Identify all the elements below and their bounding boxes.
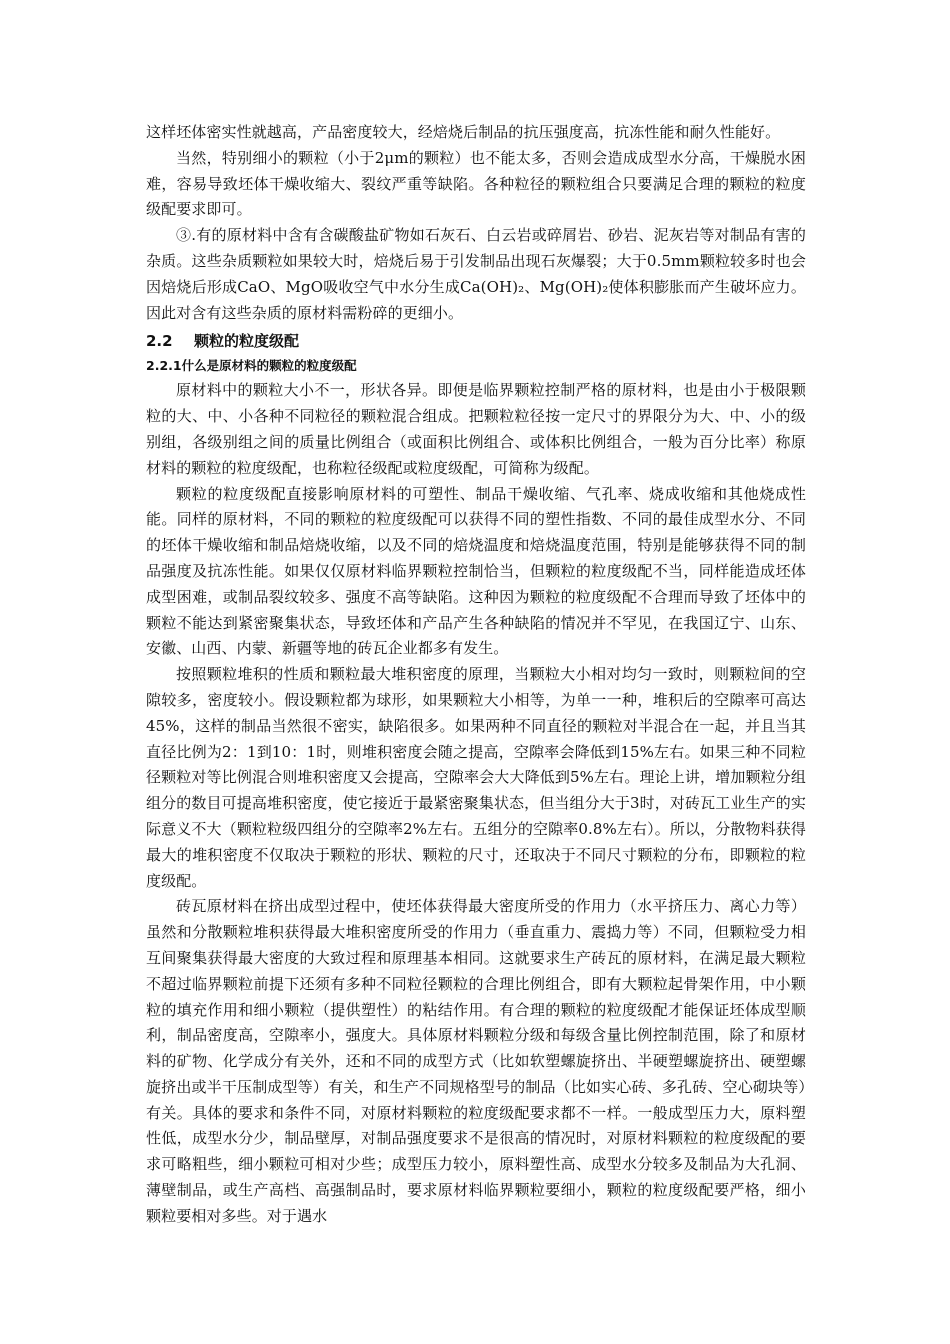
paragraph-effects: 颗粒的粒度级配直接影响原材料的可塑性、制品干燥收缩、气孔率、烧成收缩和其他烧成性能。同样的原材料，不同的颗粒的粒度级配可以获得不同的塑性指数、不同的最佳成型水分、不同的坯体干燥收缩和制品焙烧收缩，以及不同的焙烧温度和焙烧温度范围，特别是能够获得不同的制品强度及抗冻性能。如果仅仅原材料临界颗粒控制恰当，但颗粒的粒度级配不当，同样能造成坯体成型困难，或制品裂纹较多、强度不高等缺陷。这种因为颗粒的粒度级配不合理而导致了坯体中的颗粒不能达到紧密聚集状态，导致坯体和产品产生各种缺陷的情况并不罕见，在我国辽宁、山东、安徽、山西、内蒙、新疆等地的砖瓦企业都多有发生。 (146, 484, 806, 658)
paragraph-continued: 这样坯体密实性就越高，产品密度较大，经焙烧后制品的抗压强度高，抗冻性能和耐久性能好。 (146, 123, 781, 141)
paragraph-definition: 原材料中的颗粒大小不一，形状各异。即便是临界颗粒控制严格的原材料，也是由小于极限颗粒的大、中、小各种不同粒径的颗粒混合组成。把颗粒粒径按一定尺寸的界限分为大、中、小的级别组，各级别组之间的质量比例组合（或面积比例组合、或体积比例组合，一般为百分比率）称原材料的颗粒的粒度级配，也称粒径级配或粒度级配，可简称为级配。 (146, 381, 806, 477)
document-page (146, 120, 806, 1230)
paragraph-fine-particles: 当然，特别细小的颗粒（小于2μm的颗粒）也不能太多，否则会造成成型水分高，干燥脱水困难，容易导致坯体干燥收缩大、裂纹严重等缺陷。各种粒径的颗粒组合只要满足合理的颗粒的粒度级配要求即可。 (146, 148, 806, 219)
paragraph-carbonate-impurities: ③.有的原材料中含有含碳酸盐矿物如石灰石、白云岩或碎屑岩、砂岩、泥灰岩等对制品有害的杂质。这些杂质颗粒如果较大时，焙烧后易于引发制品出现石灰爆裂；大于0.5mm颗粒较多时也会因焙烧后形成CaO、MgO吸收空气中水分生成Ca(OH)₂、Mg(OH)₂使体积膨胀而产生破坏应力。因此对含有这些杂质的原材料需粉碎的更细小。 (146, 226, 806, 322)
paragraph-extrusion: 砖瓦原材料在挤出成型过程中，使坯体获得最大密度所受的作用力（水平挤压力、离心力等）虽然和分散颗粒堆积获得最大堆积密度所受的作用力（垂直重力、震捣力等）不同，但颗粒受力相互间聚集获得最大密度的大致过程和原理基本相同。这就要求生产砖瓦的原材料，在满足最大颗粒不超过临界颗粒前提下还须有多种不同粒径颗粒的合理比例组合，即有大颗粒起骨架作用，中小颗粒的填充作用和细小颗粒（提供塑性）的粘结作用。有合理的颗粒的粒度级配才能保证坯体成型顺利，制品密度高，空隙率小，强度大。具体原材料颗粒分级和每级含量比例控制范围，除了和原材料的矿物、化学成分有关外，还和不同的成型方式（比如软塑螺旋挤出、半硬塑螺旋挤出、硬塑螺旋挤出或半干压制成型等）有关，和生产不同规格型号的制品（比如实心砖、多孔砖、空心砌块等）有关。具体的要求和条件不同，对原材料颗粒的粒度级配要求都不一样。一般成型压力大，原料塑性低，成型水分少，制品壁厚，对制品强度要求不是很高的情况时，对原材料颗粒的粒度级配的要求可略粗些，细小颗粒可相对少些；成型压力较小，原料塑性高、成型水分较多及制品为大孔洞、薄壁制品，或生产高档、高强制品时，要求原材料临界颗粒要细小，颗粒的粒度级配要严格，细小颗粒要相对多些。对于遇水 (146, 897, 806, 1225)
section-number: 2.2 (146, 332, 173, 351)
section-heading (146, 328, 806, 354)
paragraph-packing-density: 按照颗粒堆积的性质和颗粒最大堆积密度的原理，当颗粒大小相对均匀一致时，则颗粒间的空隙较多，密度较小。假设颗粒都为球形，如果颗粒大小相等，为单一一种，堆积后的空隙率可高达45%，这样的制品当然很不密实，缺陷很多。如果两种不同直径的颗粒对半混合在一起，并且当其直径比例为2：1到10：1时，则堆积密度会随之提高，空隙率会降低到15%左右。如果三种不同粒径颗粒对等比例混合则堆积密度又会提高，空隙率会大大降低到5%左右。理论上讲，增加颗粒分组组分的数目可提高堆积密度，使它接近于最紧密聚集状态，但当组分大于3时，对砖瓦工业生产的实际意义不大（颗粒粒级四组分的空隙率2%左右。五组分的空隙率0.8%左右）。所以，分散物料获得最大的堆积密度不仅取决于颗粒的形状、颗粒的尺寸，还取决于不同尺寸颗粒的分布，即颗粒的粒度级配。 (146, 665, 806, 890)
subsection-heading: 2.2.1什么是原材料的颗粒的粒度级配 (146, 358, 357, 374)
section-title: 颗粒的粒度级配 (194, 332, 300, 351)
